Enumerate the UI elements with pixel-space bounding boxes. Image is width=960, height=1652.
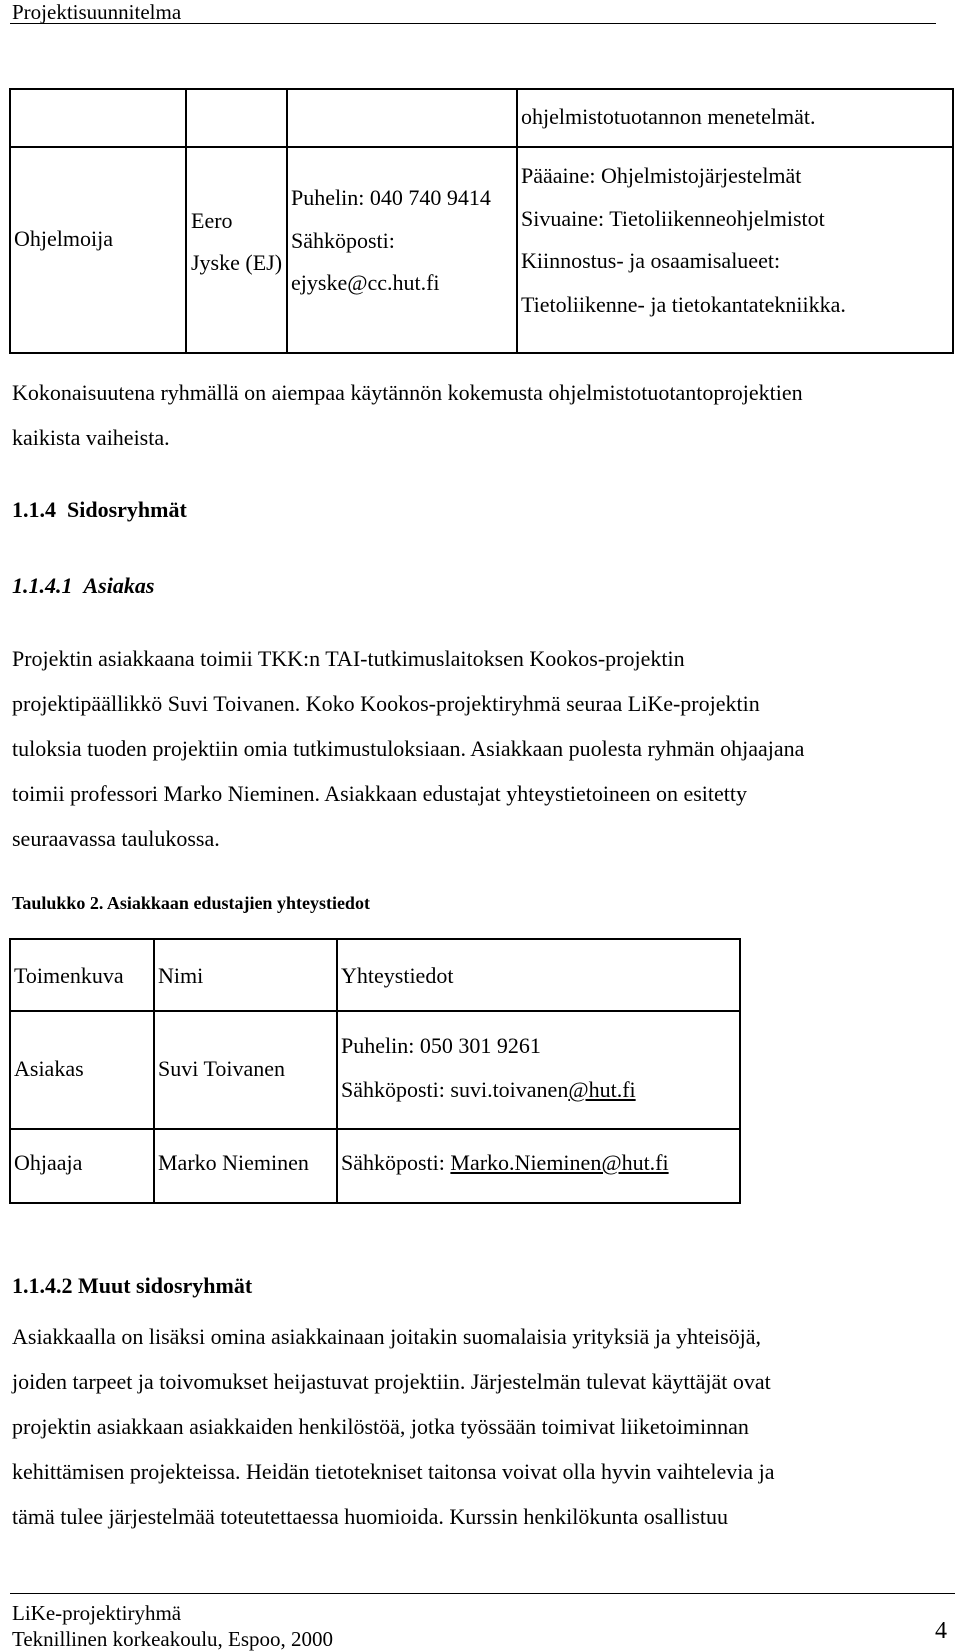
team-cell-name-last: Jyske (EJ) xyxy=(191,250,283,275)
footer-group: LiKe-projektiryhmä xyxy=(12,1601,182,1625)
other-line: Asiakkaalla on lisäksi omina asiakkainaan joitakin suomalaisia yrityksiä ja yhteisöjä, xyxy=(12,1324,762,1349)
footer-institution: Teknillinen korkeakoulu, Espoo, 2000 xyxy=(12,1627,334,1651)
team-cell-name-first: Eero xyxy=(191,208,233,233)
team-cell-role: Ohjelmoija xyxy=(14,226,113,251)
client-line: tuloksia tuoden projektiin omia tutkimustuloksiaan. Asiakkaan puolesta ryhmän ohjaajana xyxy=(12,736,805,761)
other-line: kehittämisen projekteissa. Heidän tietotekniset taitonsa voivat olla hyvin vaihtelevia ja xyxy=(12,1459,775,1484)
team-cell-minor: Sivuaine: Tietoliikenneohjelmistot xyxy=(521,206,825,231)
row1-role: Asiakas xyxy=(14,1056,84,1081)
team-cell-studies-prev: ohjelmistotuotannon menetelmät. xyxy=(521,104,816,129)
section-number: 1.1.4.1 xyxy=(12,573,73,598)
header-role: Toimenkuva xyxy=(14,963,124,988)
team-cell-major: Pääaine: Ohjelmistojärjestelmät xyxy=(521,163,802,188)
other-stakeholders-paragraph xyxy=(12,1314,956,1539)
team-cell-interests-label: Kiinnostus- ja osaamisalueet: xyxy=(521,248,781,273)
section-title: Sidosryhmät xyxy=(67,497,187,522)
contacts-row-divider xyxy=(11,1128,739,1130)
row1-name: Suvi Toivanen xyxy=(158,1056,285,1081)
team-table-row-divider xyxy=(11,146,952,148)
team-cell-email-label: Sähköposti: xyxy=(291,228,395,253)
section-heading-1141 xyxy=(12,573,154,599)
row2-email-prefix: Sähköposti: xyxy=(341,1150,451,1175)
other-line: joiden tarpeet ja toivomukset heijastuvat projektiin. Järjestelmän tulevat käyttäjät ovat xyxy=(12,1369,771,1394)
row1-phone: Puhelin: 050 301 9261 xyxy=(341,1033,541,1058)
team-table-col-divider xyxy=(185,90,187,352)
header-divider xyxy=(10,23,936,24)
summary-line: Kokonaisuutena ryhmällä on aiempaa käytännön kokemusta ohjelmistotuotantoprojektien xyxy=(12,380,803,405)
section-heading-114 xyxy=(12,497,187,523)
section-title: Muut sidosryhmät xyxy=(78,1273,253,1298)
row2-role: Ohjaaja xyxy=(14,1150,83,1175)
table-caption: Taulukko 2. Asiakkaan edustajien yhteystiedot xyxy=(12,893,370,913)
row2-email-link[interactable]: Marko.Nieminen@hut.fi xyxy=(450,1150,669,1175)
header-contact: Yhteystiedot xyxy=(341,963,454,988)
row1-email-link[interactable]: @hut.fi xyxy=(568,1077,636,1102)
contacts-row-divider xyxy=(11,1010,739,1012)
section-heading-1142 xyxy=(12,1273,252,1299)
footer-divider xyxy=(10,1593,955,1594)
section-number: 1.1.4.2 xyxy=(12,1273,73,1298)
client-contacts-table xyxy=(9,938,741,1204)
client-line: seuraavassa taulukossa. xyxy=(12,826,220,851)
client-line: Projektin asiakkaana toimii TKK:n TAI-tutkimuslaitoksen Kookos-projektin xyxy=(12,646,685,671)
section-title: Asiakas xyxy=(83,573,155,598)
summary-line: kaikista vaiheista. xyxy=(12,425,170,450)
page-header-title: Projektisuunnitelma xyxy=(12,0,182,24)
row1-email-prefix: Sähköposti: suvi.toivanen xyxy=(341,1077,569,1102)
client-line: toimii professori Marko Nieminen. Asiakkaan edustajat yhteystietoineen on esitetty xyxy=(12,781,748,806)
client-line: projektipäällikkö Suvi Toivanen. Koko Kookos-projektiryhmä seuraa LiKe-projektin xyxy=(12,691,760,716)
row2-email xyxy=(341,1150,669,1176)
team-table xyxy=(9,88,954,354)
team-cell-phone: Puhelin: 040 740 9414 xyxy=(291,185,491,210)
team-table-col-divider xyxy=(286,90,288,352)
contacts-col-divider xyxy=(153,940,155,1202)
team-table-col-divider xyxy=(516,90,518,352)
contacts-col-divider xyxy=(336,940,338,1202)
client-paragraph xyxy=(12,636,956,861)
header-name: Nimi xyxy=(158,963,204,988)
other-line: projektin asiakkaan asiakkaiden henkilöstöä, jotka työssään toimivat liiketoiminnan xyxy=(12,1414,749,1439)
row1-email xyxy=(341,1077,636,1103)
summary-paragraph xyxy=(12,370,956,460)
row2-name: Marko Nieminen xyxy=(158,1150,309,1175)
team-cell-interests: Tietoliikenne- ja tietokantatekniikka. xyxy=(521,292,846,317)
other-line: tämä tulee järjestelmää toteutettaessa huomioida. Kurssin henkilökunta osallistuu xyxy=(12,1504,729,1529)
page-number: 4 xyxy=(935,1618,947,1644)
team-cell-email: ejyske@cc.hut.fi xyxy=(291,270,440,295)
section-number: 1.1.4 xyxy=(12,497,56,522)
